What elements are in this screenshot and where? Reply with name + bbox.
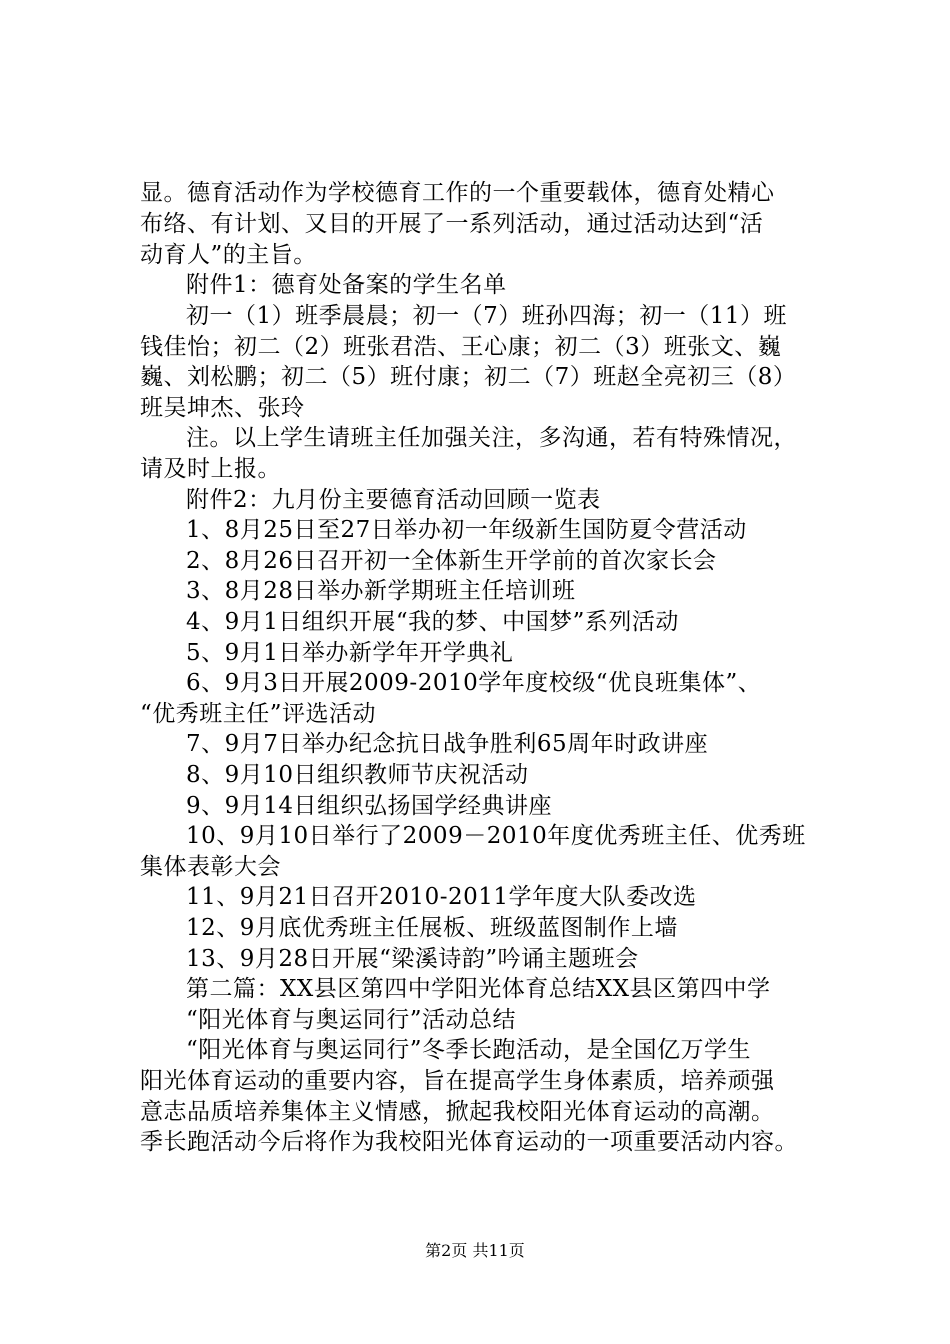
text-line: 8、9月10日组织教师节庆祝活动 [186, 762, 529, 788]
text-line: 附件2：九月份主要德育活动回顾一览表 [186, 487, 601, 513]
text-line: 3、8月28日举办新学期班主任培训班 [186, 578, 576, 604]
text-line: 请及时上报。 [140, 456, 281, 482]
text-line: 7、9月7日举办纪念抗日战争胜利65周年时政讲座 [186, 731, 709, 757]
text-line: 11、9月21日召开2010-2011学年度大队委改选 [186, 884, 697, 910]
text-line: 4、9月1日组织开展“我的梦、中国梦”系列活动 [186, 609, 679, 635]
text-line: 1、8月25日至27日举办初一年级新生国防夏令营活动 [186, 517, 747, 543]
text-line: 2、8月26日召开初一全体新生开学前的首次家长会 [186, 548, 717, 574]
text-line: “阳光体育与奥运同行”冬季长跑活动，是全国亿万学生 [186, 1037, 752, 1063]
text-line: 13、9月28日开展“梁溪诗韵”吟诵主题班会 [186, 946, 639, 972]
text-line: 钱佳怡；初二（2）班张君浩、王心康；初二（3）班张文、巍 [140, 334, 782, 360]
text-line: 初一（1）班季晨晨；初一（7）班孙四海；初一（11）班 [186, 303, 788, 329]
text-line: 注。以上学生请班主任加强关注，多沟通，若有特殊情况， [186, 425, 797, 451]
text-line: 10、9月10日举行了2009－2010年度优秀班主任、优秀班 [186, 823, 806, 849]
text-line: 意志品质培养集体主义情感，掀起我校阳光体育运动的高潮。 [140, 1099, 775, 1125]
text-line: 9、9月14日组织弘扬国学经典讲座 [186, 793, 553, 819]
text-line: 巍、刘松鹏；初二（5）班付康；初二（7）班赵全亮初三（8） [140, 364, 797, 390]
text-line: 附件1：德育处备案的学生名单 [186, 272, 507, 298]
text-line: 季长跑活动今后将作为我校阳光体育运动的一项重要活动内容。 [140, 1129, 798, 1155]
text-line: “优秀班主任”评选活动 [140, 701, 377, 727]
text-line: 12、9月底优秀班主任展板、班级蓝图制作上墙 [186, 915, 678, 941]
section-heading: 第二篇：XX县区第四中学阳光体育总结XX县区第四中学 [186, 976, 771, 1002]
text-line: 显。德育活动作为学校德育工作的一个重要载体，德育处精心 [140, 180, 775, 206]
text-line: 6、9月3日开展2009-2010学年度校级“优良班集体”、 [186, 670, 762, 696]
text-line: 布络、有计划、又目的开展了一系列活动，通过活动达到“活 [140, 211, 764, 237]
text-line: 5、9月1日举办新学年开学典礼 [186, 640, 514, 666]
text-line: 班吴坤杰、张玲 [140, 395, 305, 421]
section-subheading: “阳光体育与奥运同行”活动总结 [186, 1007, 517, 1033]
page-number: 第2页 共11页 [425, 1241, 525, 1260]
text-line: 阳光体育运动的重要内容，旨在提高学生身体素质，培养顽强 [140, 1068, 775, 1094]
text-line: 集体表彰大会 [140, 854, 281, 880]
text-line: 动育人”的主旨。 [140, 242, 317, 268]
